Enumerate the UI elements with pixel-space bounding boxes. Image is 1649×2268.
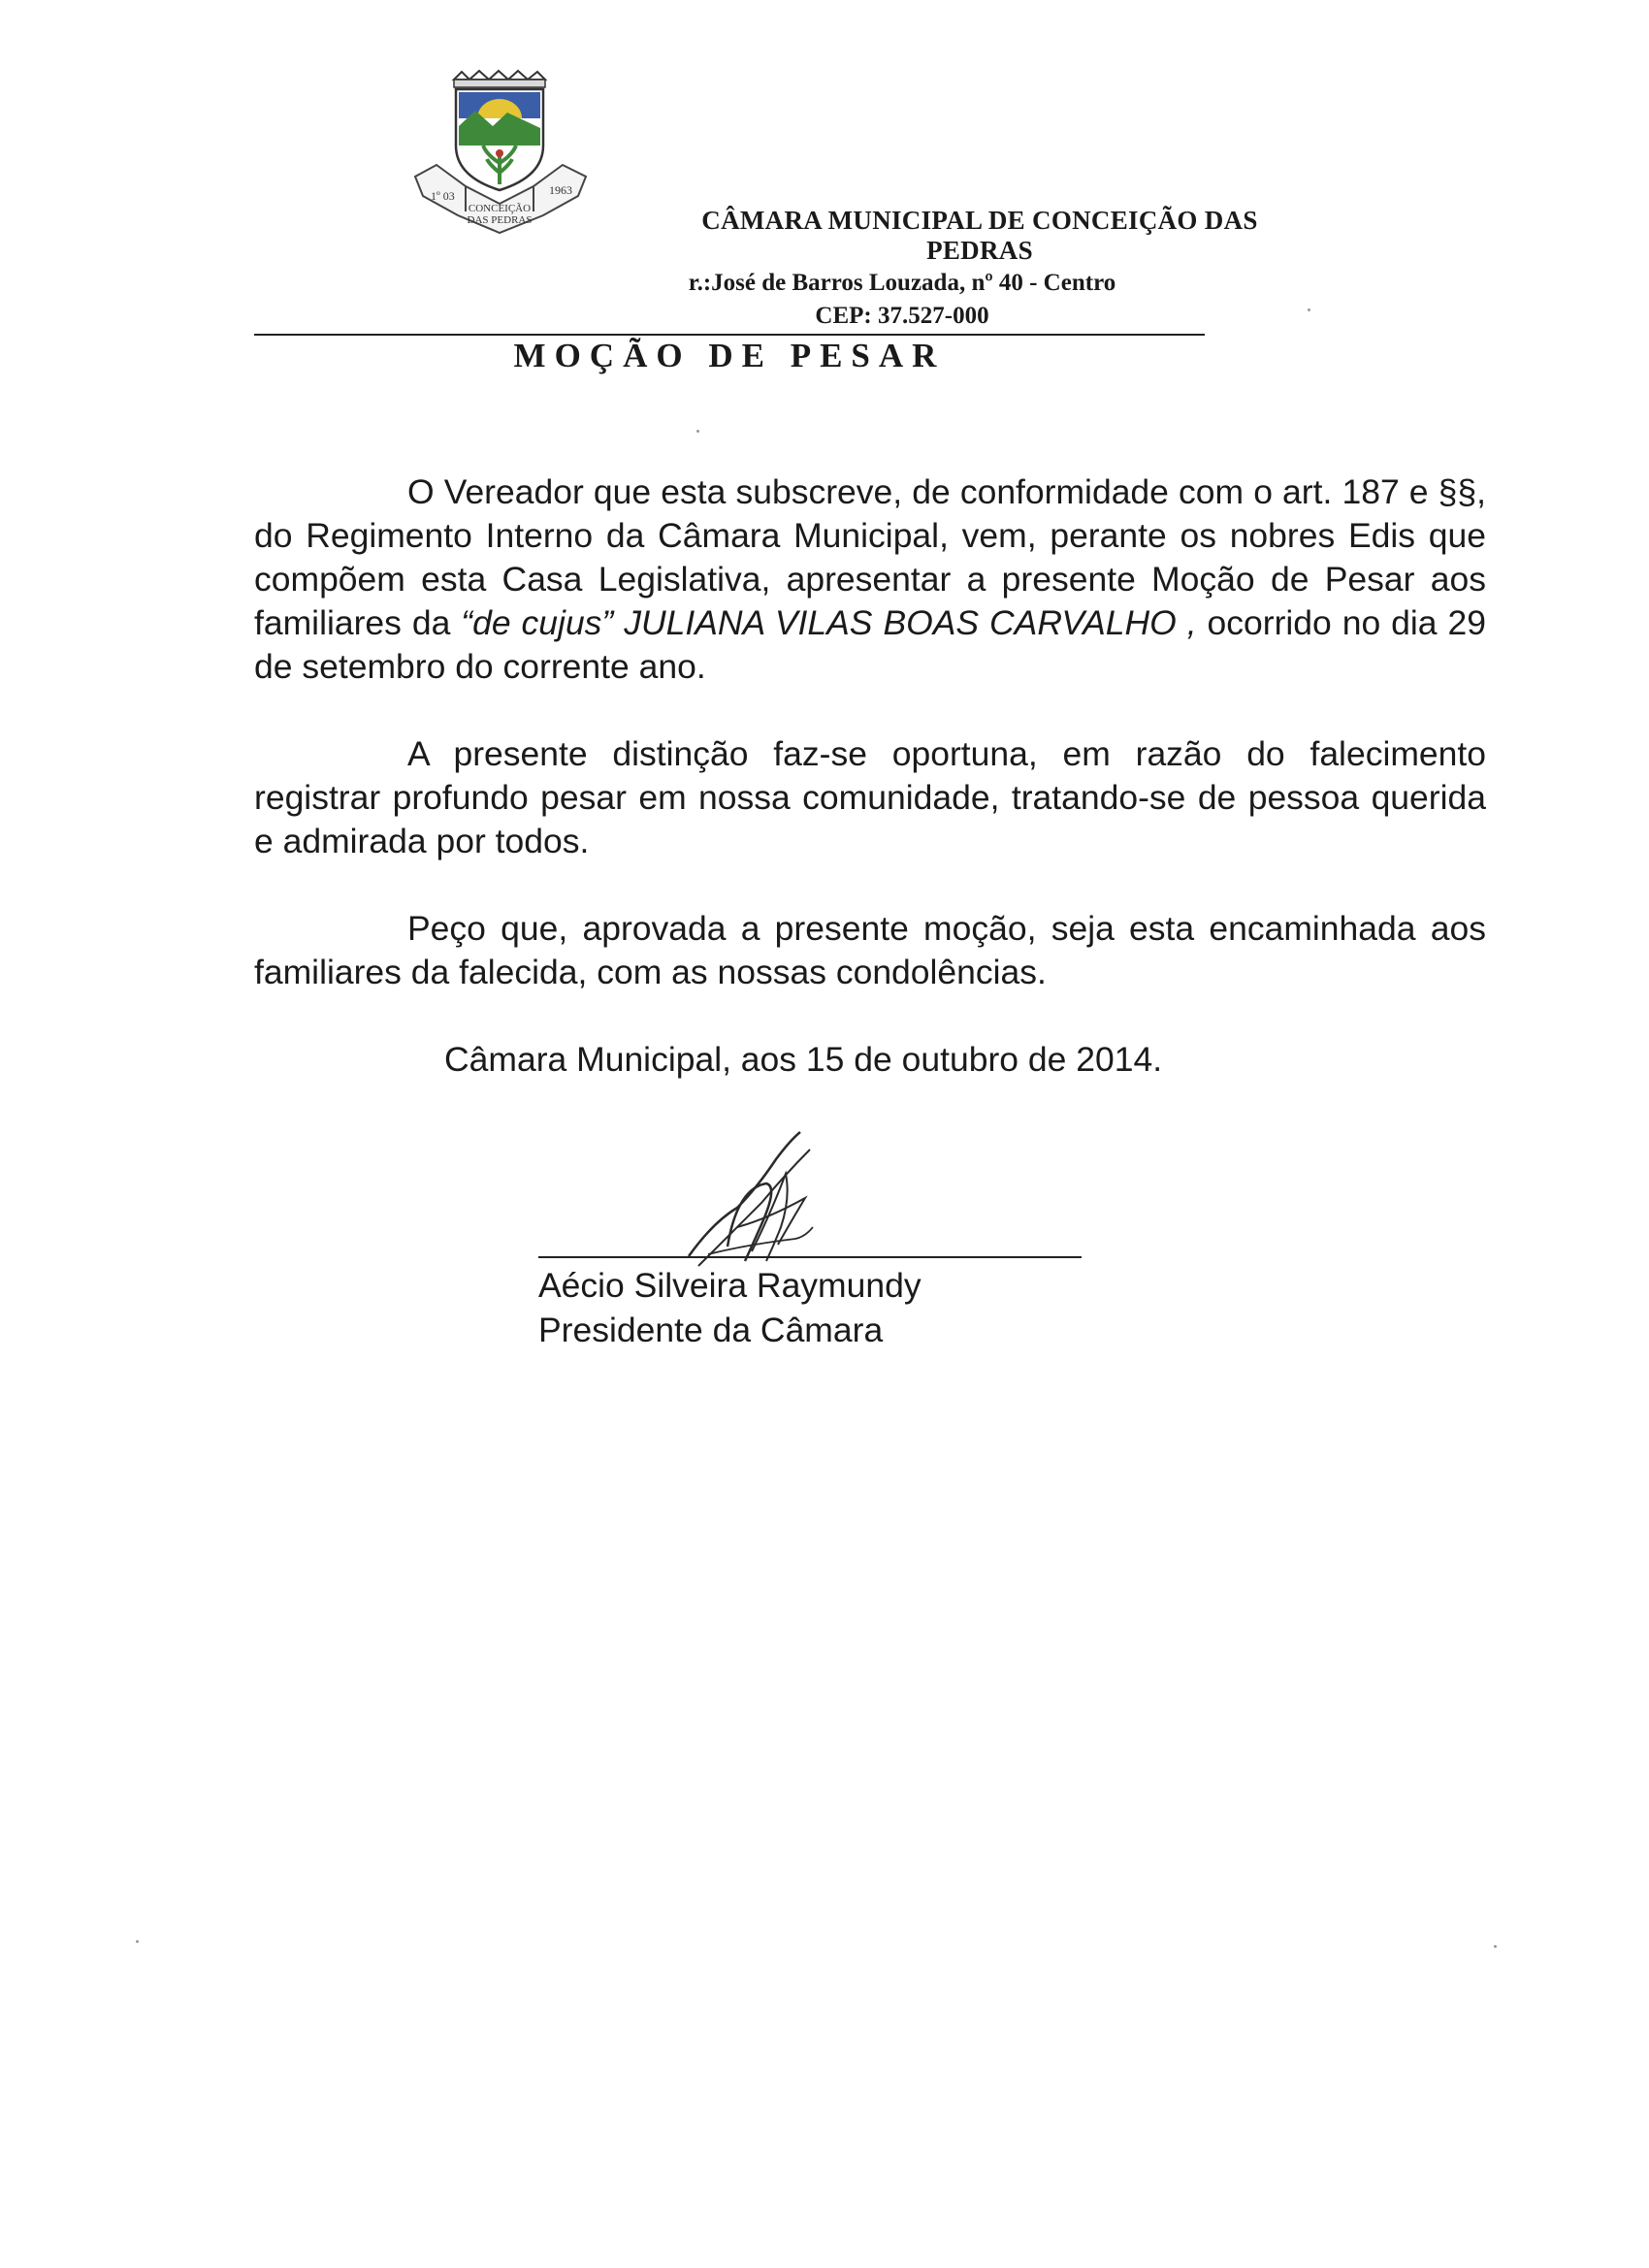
paragraph-3: Peço que, aprovada a presente moção, seja esta encaminhada aos familiares da falecida, com as nossas condolências. (254, 909, 1486, 991)
document-body (254, 470, 1486, 994)
header-divider (254, 334, 1205, 336)
signer-role: Presidente da Câmara (538, 1311, 884, 1349)
handwritten-signature (669, 1130, 844, 1276)
signature-line (538, 1256, 1082, 1258)
scan-speck (696, 430, 699, 433)
signer-name: Aécio Silveira Raymundy (538, 1266, 922, 1305)
date-line: Câmara Municipal, aos 15 de outubro de 2014. (444, 1040, 1163, 1079)
deceased-name: JULIANA VILAS BOAS CARVALHO , (613, 603, 1208, 642)
crest-center-ribbon-line1: CONCEIÇÃO (468, 203, 532, 214)
paragraph-2: A presente distinção faz-se oportuna, em razão do falecimento registrar profundo pesar em nossa comunidade, tratando-se de pessoa querida e admirada por todos. (254, 734, 1486, 860)
paragraph-1 (254, 470, 1486, 689)
scan-speck (1308, 308, 1310, 311)
crest-left-ribbon-text: 1º 03 (431, 189, 455, 203)
scan-speck (1494, 1945, 1497, 1948)
org-address: r.:José de Barros Louzada, nº 40 - Centro (688, 270, 1116, 296)
signer-block (538, 1263, 922, 1352)
org-name: CÂMARA MUNICIPAL DE CONCEIÇÃO DAS PEDRAS (701, 206, 1258, 265)
paragraph-1-text-b: ocorrido no dia 29 de setembro do corrente ano. (254, 603, 1486, 686)
org-cep: CEP: 37.527-000 (815, 303, 989, 329)
paragraph-1-text-a: O Vereador que esta subscreve, de conformidade com o art. 187 e §§, do Regimento Interno da Câmara Municipal, vem, perante os nobres Edis que compõem esta Casa Legislativa, apresentar a presente Moção de Pesar aos familiares da (254, 472, 1486, 642)
document-title: MOÇÃO DE PESAR (513, 337, 946, 374)
scan-speck (136, 1940, 139, 1943)
crest-center-ribbon-line2: DAS PEDRAS (467, 214, 533, 226)
letterhead (543, 206, 1290, 330)
crest-right-ribbon-text: 1963 (549, 183, 572, 197)
paragraph-1-latin-term: “de cujus” (461, 603, 614, 642)
